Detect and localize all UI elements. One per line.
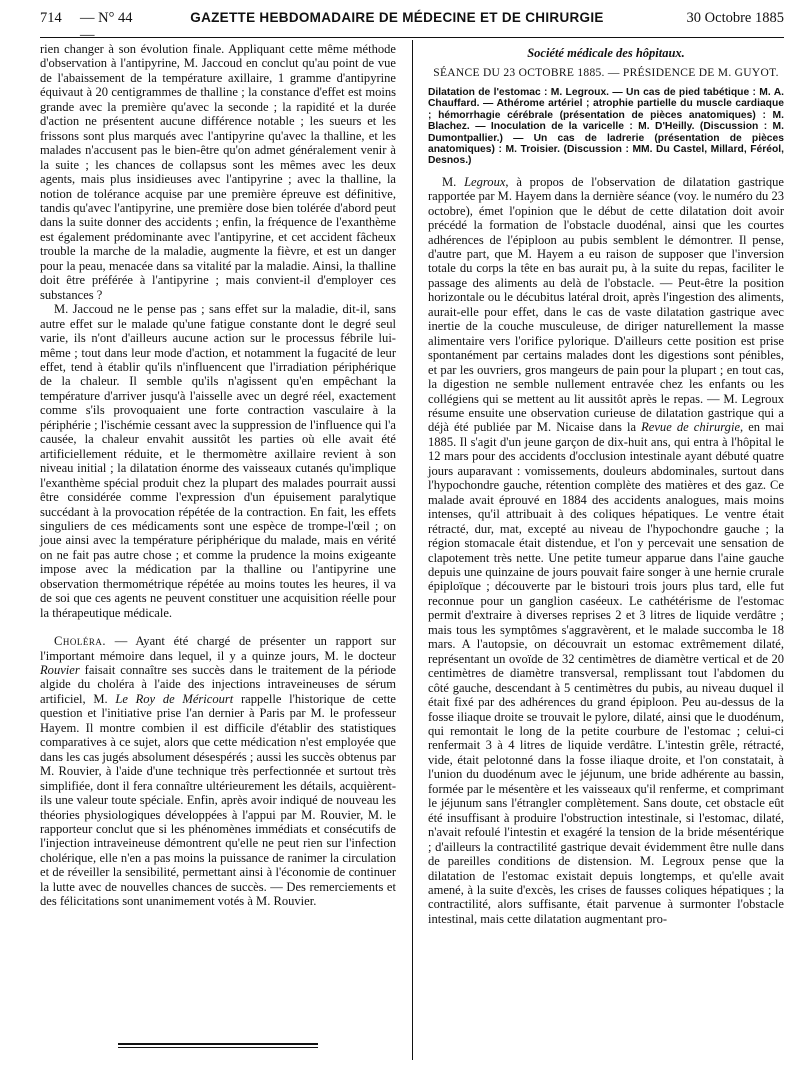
legroux-text-a: , à propos de l'observation de dilatation gastrique rapportée par M. Hayem dans la dernière séance (voy. le numéro du 23 octobre), émet l'opinion que le début de cette dilatation doit avoir précédé la formation de l'obstacle duodénal, ainsi que les courtes adhérences de l'épiploon au pubis semblent le démontrer. Il pense, d'autre part, que M. Hayem a eu raison de supposer que l'inversion totale du corps la tête en bas aurait pu, à la suite du repas, faciliter le passage des aliments au delà de l'obstacle. — Peut-être la position horizontale ou le décubitus latéral droit, après l'ingestion des aliments, aurait-elle pour effet, dans le cas de vaste dilatation gastrique avec inertie de la couche musculeuse, de diriger naturellement la masse alimentaire vers l'orifice pylorique. D'ailleurs cette position est prise spontanément par certains malades dont les digestions sont pénibles, et par les ouvriers, gros mangeurs de pain pour la plupart ; en tout cas, la digestion ne semble nullement entravée chez les enfants ou les collégiens qui se mettent au lit aussitôt après le repas. — M. Legroux résume ensuite une observation curieuse de dilatation gastrique qui a déjà été publiée par M. Nicaise dans la	[428, 174, 784, 435]
name-rouvier: Rouvier	[40, 663, 80, 678]
journal-title: GAZETTE HEBDOMADAIRE DE MÉDECINE ET DE CHIRURGIE	[190, 10, 604, 25]
issue-number: — N° 44 —	[80, 10, 133, 43]
issue-date: 30 Octobre 1885	[686, 10, 784, 26]
end-rule-thin	[118, 1047, 318, 1048]
cholera-text-c: rappelle l'historique de cette question et l'initiative prise l'an dernier à Paris par M. le professeur Hayem. Il montre combien il est difficile d'établir des statistiques comparatives à ce sujet, alors que cette médication n'est employée que dans les cas jugés absolument désespérés ; aussi les succès obtenus par M. Rouvier, à l'aide d'une technique très perfectionnée et surtout très simplifiée, dont il fera connaître ultérieurement les détails, acquièrent-ils une valeur toute spéciale. Enfin, après avoir indiqué de nouveau les théories physiologiques développées à l'appui par M. Rouvier, M. le rapporteur conclut que si les phénomènes immédiats et consécutifs de l'injection intraveineuse démontrent qu'elle ne peut rien sur l'infection cholérique, elle n'en a pas moins la puissance de ranimer la circulation et de réveiller la sensibilité, permettant ainsi à l'économie de continuer la lutte avec de nouvelles chances de succès. — Des remerciements et des félicitations sont unanimement votés à M. Rouvier.	[40, 691, 396, 909]
cholera-lead: Choléra.	[54, 634, 107, 649]
revue-de-chirurgie: Revue de chirurgie	[641, 420, 741, 435]
legroux-pre: M.	[442, 174, 465, 189]
legroux-text-b: , en mai 1885. Il s'agit d'un jeune garçon de dix-huit ans, qui entra à l'hôpital le 12 mars pour des accidents d'occlusion intestinale ayant débuté quatre jours auparavant : vomissements, douleurs abdominales, surtout dans l'hypochondre gauche, rétention complète des matières et des gaz. Ce malade avait éprouvé en 1884 des accidents analogues, mais moins intenses, qu'il attribuait à des coliques hépatiques. Le ventre était rétracté, dur, mat, excepté au niveau de l'hypochondre gauche ; la région stomacale était distendue, et l'on y percevait une sensation de clapotement très nette. Une petite tumeur apparue dans l'aine gauche depuis une quinzaine de jours pouvait faire songer à une hernie crurale épiploïque ; découverte par le bistouri trois jours plus tard, elle fut reconnue pour un ganglion caséeux. Le cathétérisme de l'estomac permit d'extraire à diverses reprises 2 et 3 litres de liquide verdâtre ; mais tous les symptômes s'aggravèrent, et le malade succomba le 18 mars. A l'autopsie, on découvrait un estomac extrêmement dilaté, représentant un ovoïde de 32 centimètres de diamètre vertical et de 20 centimètres de diamètre transversal, remplissant tout l'abdomen du côté gauche, descendant à 5 centimètres du pubis, au niveau duquel il était fixé par des adhérences du grand épiploon. Peu au-dessus de la fosse iliaque droite se trouvait le pylore, dilaté, ainsi que le duodénum, qui remontait le long de la petite courbure de l'estomac ; celui-ci renfermait 3 à 4 litres de liquide verdâtre. L'intestin grêle, rétracté, vide, était pelotonné dans la fosse iliaque droite, et l'on constatait, à l'union du duodénum avec le jéjunum, une bride adhérente au bassin, formée par le mésentère et les vaisseaux qu'il renferme, et comprimant le jéjunum sans l'étrangler complètement. Sans doute, cet obstacle eût été insuffisant à produire l'obstruction intestinale, si l'estomac, dilaté, n'avait refoulé l'intestin et exagéré la tension de la bride mésentérique ; d'ailleurs la contractilité gastrique devait évidemment être nulle dans de pareilles conditions de distension. M. Legroux pense que la dilatation de l'estomac existait depuis longtemps, et qu'elle avait amené, à la suite d'excès, les crises de fausses coliques hépatiques ; la contractilité, alors suffisante, était parvenue à surmonter l'obstacle intestinal, mais cette dilatation augmentant pro-	[428, 420, 784, 926]
end-rule	[118, 1043, 318, 1045]
name-le-roy: Le Roy de Méricourt	[115, 691, 234, 706]
seance-heading: SÉANCE DU 23 OCTOBRE 1885. — PRÉSIDENCE DE M. GUYOT.	[433, 67, 779, 80]
paragraph-antipyrine: rien changer à son évolution finale. Appliquant cette même méthode d'observation à l'antipyrine, M. Jaccoud en conclut qu'au point de vue de l'abaissement de la température axillaire, 1 gramme d'antipyrine équivaut à 20 centigrammes de thalline ; la constance d'effet est moins grande avec la première qu'avec la seconde ; la rapidité et la durée d'action ne présentent aucune différence notable ; les sueurs et les frissons sont plus marqués avec l'antipyrine qu'avec la thalline, et les malades n'accusent pas le bien-être qu'on admet généralement venir à la suite ; les chances de collapsus sont les mêmes avec les deux agents, mais plus insidieuses avec l'antipyrine ; avec la thalline, la notion de tolérance acquise par une première épreuve est définitive, tandis qu'avec l'antipyrine, une première dose bien tolérée d'abord peut dans la suite donner des accidents ; enfin, la fréquence de l'exanthème est également prédominante avec l'antipyrine, et cet accident fâcheux trouble la marche de la maladie, augmente la fièvre, et est un danger pour la peau, menacée dans sa vitalité par la maladie. Ainsi, la thalline doit être préférée à l'antipyrine ; mais convient-il d'employer ces substances ?	[40, 42, 396, 302]
header-rule	[40, 37, 784, 38]
paragraph-legroux	[428, 175, 784, 927]
cholera-text-b: faisait connaître ses succès dans le traitement de la période algide du choléra à l'aide des injections intraveineuses de sérum artificiel, M.	[40, 663, 396, 706]
page-number: 714	[40, 10, 62, 26]
name-legroux: Legroux	[464, 174, 506, 189]
page-header	[40, 10, 784, 43]
paragraph-cholera	[40, 634, 396, 909]
society-heading: Société médicale des hôpitaux.	[527, 46, 685, 60]
paragraph-jaccoud: M. Jaccoud ne le pense pas ; sans effet sur la maladie, dit-il, sans autre effet sur le malade qu'une fatigue constante dont le degré seul varie, ils n'ont d'ailleurs aucune action sur le processus fébrile lui-même ; tout dans leur mode d'action, et notamment la fugacité de leur effet, tend à établir qu'ils n'influencent que l'irradiation périphérique de la chaleur. Il semble qu'ils n'agissent qu'en empêchant la température d'arriver jusqu'à l'aisselle avec un degré réel, exactement comme s'ils provoquaient une forte contraction vasculaire à la périphérie ; l'ischémie cessant avec la suppression de l'influence qui l'a causée, la chaleur envahit aussitôt les parties où elle avait été artificiellement réduite, et le thermomètre axillaire revient à son niveau initial ; la dilatation énorme des vaisseaux cutanés qu'implique l'exanthème spécial produit chez la plupart des malades pourrait aussi être considérée comme l'expression d'un épuisement paralytique succédant à la provocation répétée de la contraction. En fait, les effets singuliers de ces médicaments sont une espèce de trompe-l'œil ; on joue ainsi avec la température périphérique du malade, mais en vérité on ne fait pas autre chose ; et comme la prudence la moins exigeante impose avec la médication par la thalline ou l'antipyrine une observation thermométrique répétée au moins toutes les heures, il va de soi que ces agents ne peuvent constituer une acquisition réelle pour la thérapeutique médicale.	[40, 302, 396, 620]
column-separator	[412, 40, 413, 1060]
session-summary: Dilatation de l'estomac : M. Legroux. — Un cas de pied tabétique : M. A. Chauffard. — Athérome artériel ; atrophie partielle du muscle cardiaque ; hémorrhagie cérébrale (présentation de pièces anatomiques) : M. Blachez. — Inoculation de la varicelle : M. D'Heilly. (Discussion : M. Dumontpallier.) — Un cas de ladrerie (présentation de pièces anatomiques) : M. Troisier. (Discussion : MM. Du Castel, Millard, Féréol, Desnos.)	[428, 86, 784, 167]
left-column	[40, 42, 396, 909]
right-column	[428, 42, 784, 926]
cholera-text-a: — Ayant été chargé de présenter un rapport sur l'important mémoire dans lequel, il y a quinze jours, M. le docteur	[40, 634, 396, 663]
